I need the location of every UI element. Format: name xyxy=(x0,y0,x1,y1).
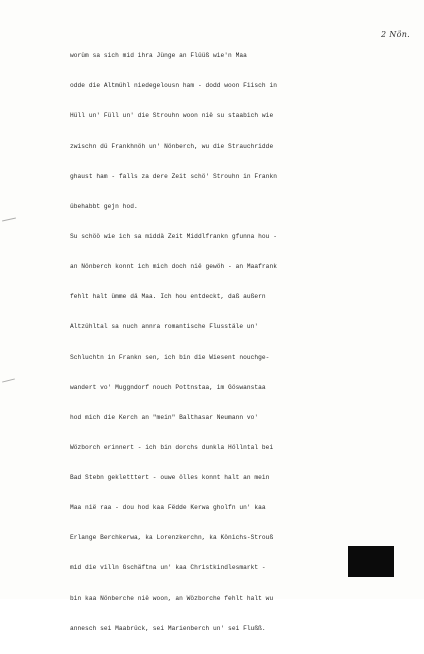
text-line: ghaust ham - falls za dere Zeit schö' Strouhn in Frankn xyxy=(70,172,277,180)
text-line: bin kaa Nönberche nië woon, an Wözborche fehlt halt wu xyxy=(70,594,274,602)
text-line: annesch sei Maabrück, sei Marienberch un' sei Flußß. xyxy=(70,624,266,632)
text-line: an Nönberch konnt ich mich doch nië gewöh - an Maafrank xyxy=(70,263,277,271)
text-line: Wözborch erinnert - ich bin dorchs dunkla Höllntal bei xyxy=(70,443,274,451)
text-line: worüm sa sich mid ihra Jünge an Flüüß wie'n Maa xyxy=(70,52,247,60)
text-line: wandert vo' Muggndorf nouch Pottnstaa, im Göswanstaa xyxy=(70,383,266,391)
page-number-note: Nön. xyxy=(389,30,410,39)
text-line: Su schöö wie ich sa middä Zeit Middlfrankn gfunna hou - xyxy=(70,232,277,240)
text-line: mid die villn Gschäftna un' kaa Christkindlesmarkt - xyxy=(70,564,266,572)
text-line: Bad Stebn gekletttert - ouwe ölles konnt halt an mein xyxy=(70,474,270,482)
text-line: Altzühltal sa nuch annra romantische Flusstäle un' xyxy=(70,323,259,331)
text-line: odde die Altmühl niedegelousn ham - dodd woon Fiisch in xyxy=(70,82,277,90)
text-line: zwischn dü Frankhnöh un' Nönberch, wu die Strauchridde xyxy=(70,142,274,150)
text-line: Hüll un' Füll un' die Strouhn woon nië su staabich wie xyxy=(70,112,274,120)
page-number-value: 2 xyxy=(381,30,387,39)
text-line: hod mich die Kerch an "mein" Balthasar Neumann vo' xyxy=(70,413,259,421)
redaction-box xyxy=(348,546,394,577)
text-line: Schluchtn in Frankn sen, ich bin die Wiesent nouchge- xyxy=(70,353,270,361)
margin-mark xyxy=(2,378,15,382)
text-line: Erlange Berchkerwa, ka Lorenzkerchn, ka Könichs-Strouß xyxy=(70,534,274,542)
text-line: fehlt halt ümme dä Maa. Ich hou entdeckt, daß außern xyxy=(70,293,266,301)
text-line: Maa nië raa - dou hod kaa Fëdde Kerwa gholfn un' kaa xyxy=(70,504,266,512)
text-line: übehabbt gejn hod. xyxy=(70,202,138,210)
margin-mark xyxy=(2,218,16,222)
